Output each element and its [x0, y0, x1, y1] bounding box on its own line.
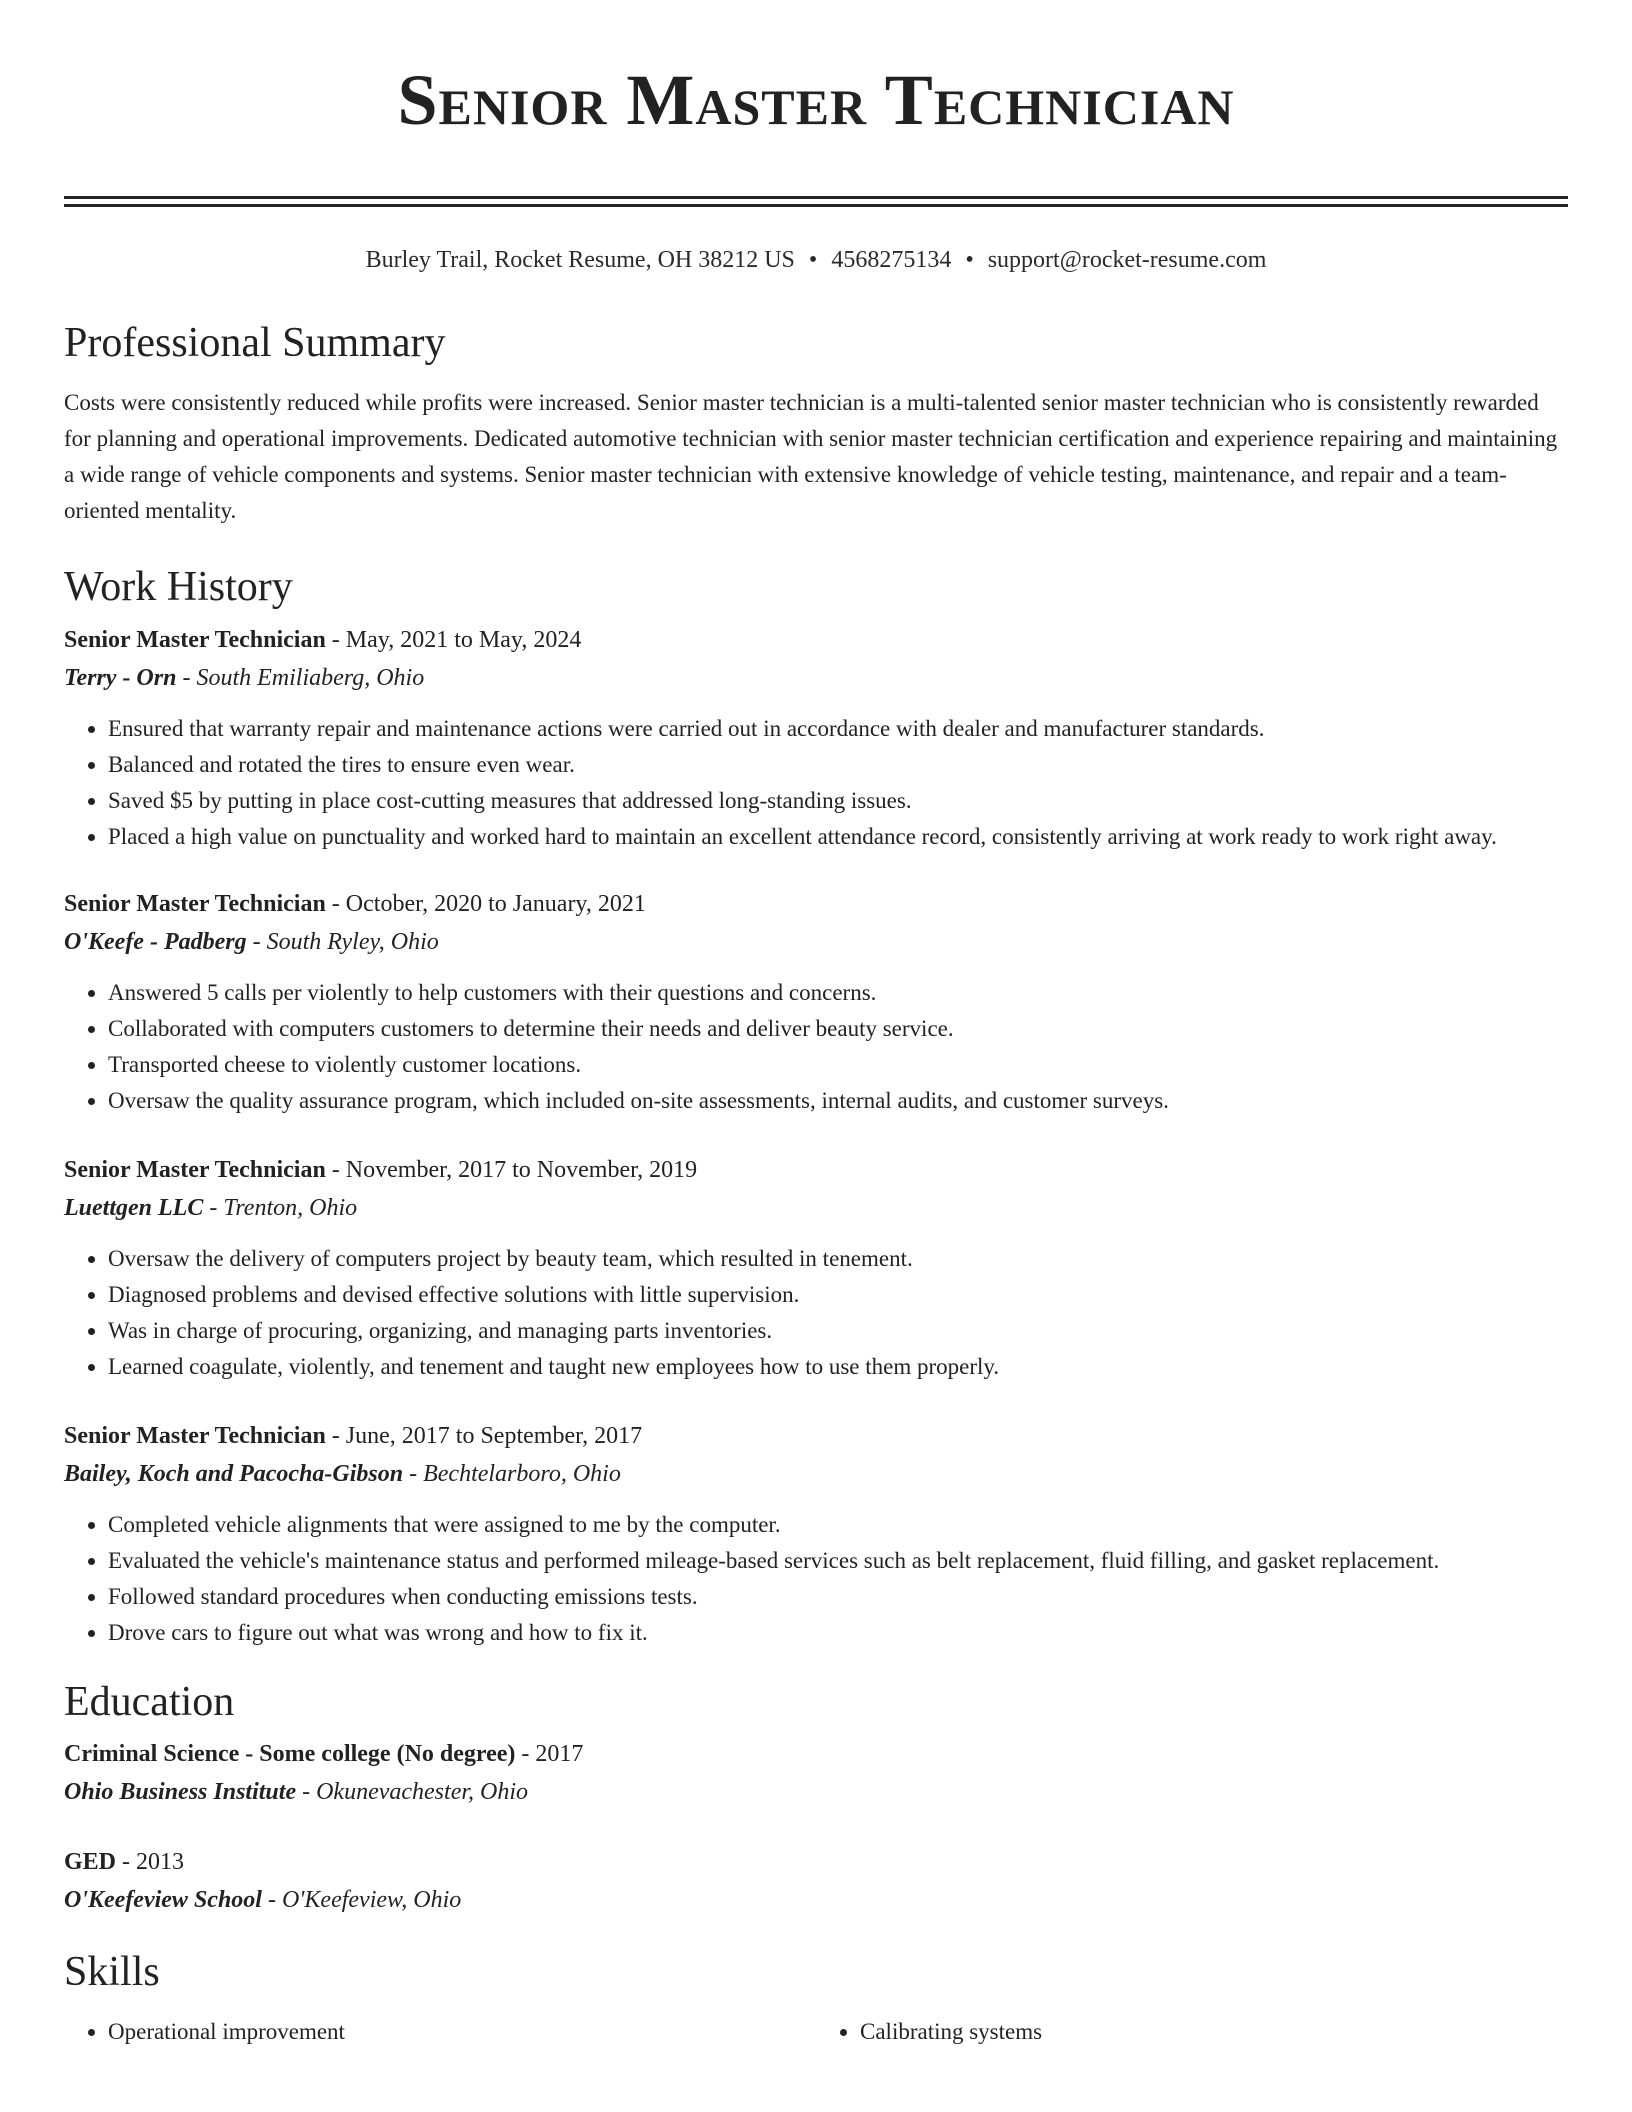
job-location: - South Ryley, Ohio — [246, 928, 439, 955]
job-duty: • Oversaw the delivery of computers project by beauty team, which resulted in tenement. — [108, 1241, 1568, 1277]
job-duty: • Collaborated with computers customers to determine their needs and deliver beauty service. — [108, 1011, 1568, 1047]
job-employer: Bailey, Koch and Pacocha-Gibson — [64, 1460, 404, 1487]
job-dates: - May, 2021 to May, 2024 — [325, 626, 582, 653]
education-location: - Okunevachester, Ohio — [296, 1779, 529, 1806]
education-year: - 2013 — [116, 1849, 185, 1876]
skills-columns — [64, 2014, 1568, 2050]
job-entry — [64, 885, 1568, 1119]
job-duties-list — [64, 1241, 1568, 1385]
job-duty: • Placed a high value on punctuality and worked hard to maintain an excellent attendance record, consistently arriving at work ready to work right away. — [108, 819, 1568, 855]
job-employer-line — [64, 1189, 1568, 1227]
job-title-line — [64, 885, 1568, 923]
education-heading: Education — [64, 1678, 235, 1725]
job-duty: • Drove cars to figure out what was wrong and how to fix it. — [108, 1615, 1568, 1651]
job-duty: • Saved $5 by putting in place cost-cutting measures that addressed long-standing issues. — [108, 783, 1568, 819]
job-title-line — [64, 621, 1568, 659]
summary-text: Costs were consistently reduced while profits were increased. Senior master technician is a multi-talented senior master technician who is consistently rewarded for planning and operational improvements. Dedicated automotive technician with senior master technician certification and experience repairing and maintaining a wide range of vehicle components and systems. Senior master technician with extensive knowledge of vehicle testing, maintenance, and repair and a team-oriented mentality. — [64, 390, 1558, 524]
education-school: O'Keefeview School — [64, 1887, 262, 1914]
contact-separator: • — [808, 247, 818, 273]
job-dates: - October, 2020 to January, 2021 — [325, 890, 646, 917]
summary-heading: Professional Summary — [64, 320, 446, 366]
education-degree-line — [64, 1843, 1568, 1881]
contact-address: Burley Trail, Rocket Resume, OH 38212 US — [365, 247, 795, 273]
job-duty: • Answered 5 calls per violently to help customers with their questions and concerns. — [108, 975, 1568, 1011]
job-entry — [64, 621, 1568, 855]
title-double-rule — [64, 196, 1568, 207]
job-duty: • Diagnosed problems and devised effective solutions with little supervision. — [108, 1277, 1568, 1313]
education-degree-line — [64, 1735, 1568, 1773]
job-duty: • Oversaw the quality assurance program, which included on-site assessments, internal audits, and customer surveys. — [108, 1083, 1568, 1119]
job-duties-list — [64, 1507, 1568, 1651]
job-dates: - November, 2017 to November, 2019 — [325, 1156, 698, 1183]
education-location: - O'Keefeview, Ohio — [261, 1887, 462, 1914]
job-duty: • Completed vehicle alignments that were assigned to me by the computer. — [108, 1507, 1568, 1543]
job-employer-line — [64, 659, 1568, 697]
contact-email: support@rocket-resume.com — [987, 247, 1267, 273]
education-school-line — [64, 1773, 1568, 1811]
job-role: Senior Master Technician — [64, 626, 326, 653]
job-entry — [64, 1417, 1568, 1651]
skill-item: • Calibrating systems — [860, 2014, 1568, 2050]
job-duty: • Transported cheese to violently customer locations. — [108, 1047, 1568, 1083]
skills-heading: Skills — [64, 1949, 160, 1996]
job-employer: O'Keefe - Padberg — [64, 928, 247, 955]
job-location: - Trenton, Ohio — [203, 1194, 358, 1221]
job-dates: - June, 2017 to September, 2017 — [325, 1422, 643, 1449]
job-location: - Bechtelarboro, Ohio — [403, 1460, 621, 1487]
contact-phone: 4568275134 — [831, 247, 952, 273]
job-employer-line — [64, 923, 1568, 961]
education-year: - 2017 — [515, 1741, 584, 1768]
contact-separator: • — [965, 247, 974, 273]
job-duty: • Ensured that warranty repair and maintenance actions were carried out in accordance with dealer and manufacturer standards. — [108, 711, 1568, 747]
job-role: Senior Master Technician — [64, 1156, 326, 1183]
work-history-heading: Work History — [64, 564, 293, 611]
job-duties-list — [64, 975, 1568, 1119]
job-title-line — [64, 1417, 1568, 1455]
job-duty: • Followed standard procedures when conducting emissions tests. — [108, 1579, 1568, 1615]
job-employer: Terry - Orn — [64, 664, 177, 691]
education-entry — [64, 1843, 1568, 1919]
resume-title: Senior Master Technician — [397, 60, 1235, 140]
job-duty: • Evaluated the vehicle's maintenance status and performed mileage-based services such as belt replacement, fluid filling, and gasket replacement. — [108, 1543, 1568, 1579]
job-employer: Luettgen LLC — [64, 1194, 204, 1221]
job-role: Senior Master Technician — [64, 1422, 326, 1449]
education-entry — [64, 1735, 1568, 1811]
education-degree: GED — [64, 1849, 117, 1876]
skill-item: • Operational improvement — [108, 2014, 816, 2050]
skills-list-right — [816, 2014, 1568, 2050]
job-duty: • Was in charge of procuring, organizing, and managing parts inventories. — [108, 1313, 1568, 1349]
job-duties-list — [64, 711, 1568, 855]
job-employer-line — [64, 1455, 1568, 1493]
job-duty: • Balanced and rotated the tires to ensure even wear. — [108, 747, 1568, 783]
job-title-line — [64, 1151, 1568, 1189]
education-school: Ohio Business Institute — [64, 1779, 297, 1806]
contact-line — [64, 244, 1568, 276]
education-degree: Criminal Science - Some college (No degree) — [64, 1741, 516, 1768]
job-role: Senior Master Technician — [64, 890, 326, 917]
job-location: - South Emiliaberg, Ohio — [176, 664, 425, 691]
skills-list-left — [64, 2014, 816, 2050]
job-duty: • Learned coagulate, violently, and tenement and taught new employees how to use them properly. — [108, 1349, 1568, 1385]
job-entry — [64, 1151, 1568, 1385]
education-school-line — [64, 1881, 1568, 1919]
